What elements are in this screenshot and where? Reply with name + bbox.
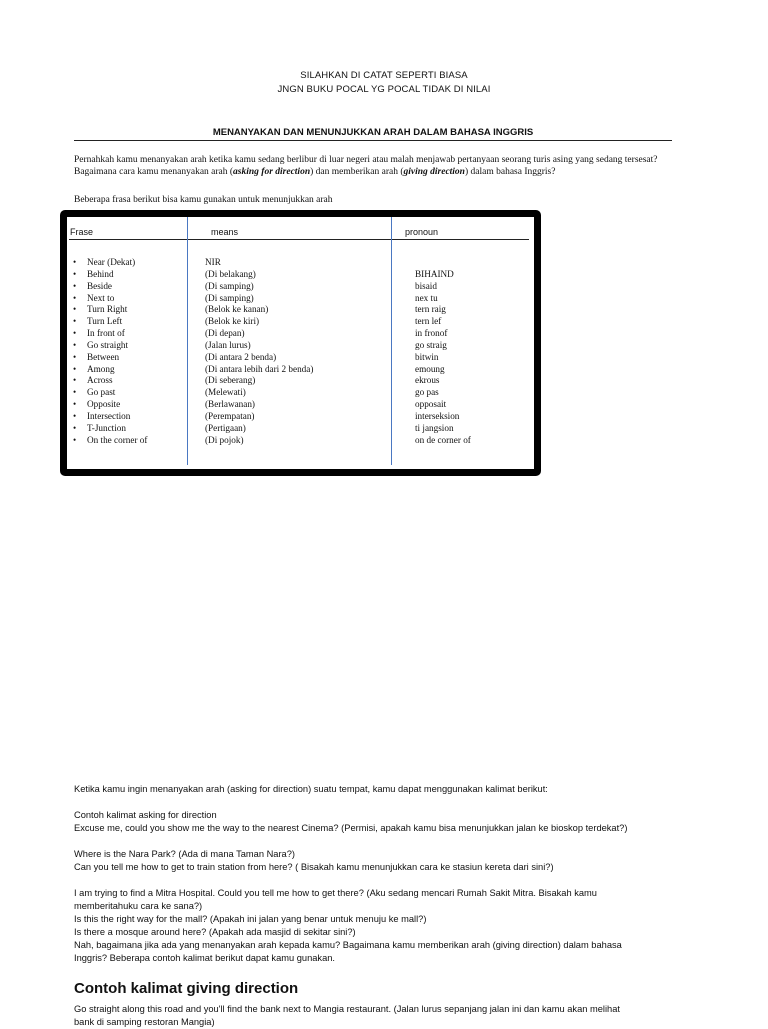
page-title: MENANYAKAN DAN MENUNJUKKAN ARAH DALAM BAHASA INGGRIS — [212, 127, 534, 138]
table-row-means: (Perempatan) — [205, 410, 255, 421]
header-line-2: JNGN BUKU POCAL YG POCAL TIDAK DI NILAI — [277, 84, 491, 95]
header-pronoun: pronoun — [405, 227, 439, 237]
table-row-means: (Jalan lurus) — [205, 339, 251, 350]
column-divider — [391, 217, 392, 465]
table-header-rule — [69, 239, 529, 240]
intro-emphasis-asking: asking for direction — [233, 167, 311, 177]
body-paragraph: Contoh kalimat asking for direction — [74, 810, 217, 820]
table-row-frase: • In front of — [73, 328, 147, 340]
table-row-means: (Di depan) — [205, 328, 245, 339]
intro-text: ) dan memberikan arah ( — [310, 167, 404, 177]
table-row-pronoun: bitwin — [415, 351, 439, 362]
table-row-frase: • Turn Right — [73, 304, 147, 316]
body-paragraph: Ketika kamu ingin menanyakan arah (asking for direction) suatu tempat, kamu dapat menggunakan kalimat berikut: — [74, 784, 548, 794]
table-row-frase: • Behind — [73, 269, 147, 281]
table-row-means: (Belok ke kanan) — [205, 304, 269, 315]
table-row-frase: • T-Junction — [73, 423, 147, 435]
body-paragraph: Is there a mosque around here? (Apakah ada masjid di sekitar sini?) — [74, 927, 356, 937]
section-heading-giving-direction: Contoh kalimat giving direction — [74, 980, 299, 997]
intro-text: ) dalam bahasa Inggris? — [464, 167, 556, 177]
intro-line-1: Pernahkah kamu menanyakan arah ketika kamu sedang berlibur di luar negeri atau malah menjawab pertanyaan seorang turis asing yang sedang tersesat? — [74, 155, 658, 165]
body-paragraph: memberitahuku cara ke sana?) — [74, 901, 203, 911]
table-row-pronoun: ti jangsion — [415, 422, 454, 433]
table-row-means: NIR — [205, 257, 221, 267]
body-paragraph: bank di samping restoran Mangia) — [74, 1017, 215, 1027]
header-line-1: SILAHKAN DI CATAT SEPERTI BIASA — [300, 70, 468, 81]
body-paragraph: Excuse me, could you show me the way to the nearest Cinema? (Permisi, apakah kamu bisa menunjukkan jalan ke bioskop terdekat?) — [74, 823, 628, 833]
table-row-pronoun: on de corner of — [415, 434, 471, 445]
table-row-pronoun: interseksion — [415, 410, 460, 421]
table-row-pronoun: go pas — [415, 387, 439, 398]
giving-direction-example — [74, 1003, 694, 1029]
table-row-means: (Di pojok) — [205, 434, 244, 445]
table-row-pronoun: go straig — [415, 339, 447, 350]
header-frase: Frase — [70, 227, 94, 237]
table-row-frase: • Next to — [73, 293, 147, 305]
frase-column — [73, 257, 147, 447]
body-paragraph: I am trying to find a Mitra Hospital. Could you tell me how to get there? (Aku sedang mencari Rumah Sakit Mitra. Bisakah kamu — [74, 888, 597, 898]
table-row-pronoun: tern lef — [415, 316, 442, 327]
table-row-pronoun: tern raig — [415, 304, 446, 315]
table-row-means: (Di seberang) — [205, 375, 256, 386]
intro-line-2 — [74, 166, 684, 178]
body-paragraph: Go straight along this road and you'll find the bank next to Mangia restaurant. (Jalan lurus sepanjang jalan ini dan kamu akan melihat — [74, 1004, 620, 1014]
table-row-pronoun: bisaid — [415, 280, 437, 291]
table-row-means: (Melewati) — [205, 387, 246, 398]
table-row-frase: • Across — [73, 375, 147, 387]
table-row-pronoun: ekrous — [415, 375, 440, 386]
phrase-table — [60, 210, 541, 476]
table-row-pronoun: opposait — [415, 399, 447, 410]
table-row-frase: • Intersection — [73, 411, 147, 423]
table-row-frase: • On the corner of — [73, 435, 147, 447]
table-row-pronoun — [415, 257, 471, 269]
table-row-means: (Belok ke kiri) — [205, 316, 260, 327]
table-row-frase: • Between — [73, 352, 147, 364]
table-row-means: (Di antara lebih dari 2 benda) — [205, 363, 314, 374]
means-column — [205, 257, 313, 447]
table-row-frase: • Near (Dekat) — [73, 257, 147, 269]
intro-paragraph — [74, 154, 684, 178]
title-rule — [74, 140, 672, 141]
body-paragraph: Is this the right way for the mall? (Apakah ini jalan yang benar untuk menuju ke mall?) — [74, 914, 427, 924]
table-row-means: (Di antara 2 benda) — [205, 351, 277, 362]
table-row-means: (Di samping) — [205, 292, 254, 303]
body-paragraph: Nah, bagaimana jika ada yang menanyakan arah kepada kamu? Bagaimana kamu memberikan arah (giving direction) dalam bahasa — [74, 940, 622, 950]
table-row-frase: • Turn Left — [73, 316, 147, 328]
table-row-means: (Berlawanan) — [205, 399, 255, 410]
table-row-means: (Di belakang) — [205, 268, 256, 279]
table-row-pronoun: in fronof — [415, 328, 448, 339]
table-row-pronoun: BIHAIND — [415, 268, 454, 279]
body-text — [74, 783, 694, 965]
intro-emphasis-giving: giving direction — [403, 167, 465, 177]
table-row-frase: • Go past — [73, 387, 147, 399]
intro-text: Bagaimana cara kamu menanyakan arah ( — [74, 167, 234, 177]
table-row-pronoun: nex tu — [415, 292, 438, 303]
table-row-means: (Di samping) — [205, 280, 254, 291]
table-row-pronoun: emoung — [415, 363, 445, 374]
body-paragraph: Inggris? Beberapa contoh kalimat berikut dapat kamu gunakan. — [74, 953, 335, 963]
column-divider — [187, 217, 188, 465]
phrases-lead: Beberapa frasa berikut bisa kamu gunakan untuk menunjukkan arah — [74, 195, 333, 205]
table-row-frase: • Beside — [73, 281, 147, 293]
table-row-frase: • Go straight — [73, 340, 147, 352]
table-row-means: (Pertigaan) — [205, 422, 246, 433]
table-row-frase: • Among — [73, 364, 147, 376]
body-paragraph: Where is the Nara Park? (Ada di mana Taman Nara?) — [74, 849, 295, 859]
pronoun-column — [415, 257, 471, 447]
table-row-frase: • Opposite — [73, 399, 147, 411]
header-means: means — [211, 227, 239, 237]
body-paragraph: Can you tell me how to get to train station from here? ( Bisakah kamu menunjukkan cara ke stasiun kereta dari sini?) — [74, 862, 554, 872]
